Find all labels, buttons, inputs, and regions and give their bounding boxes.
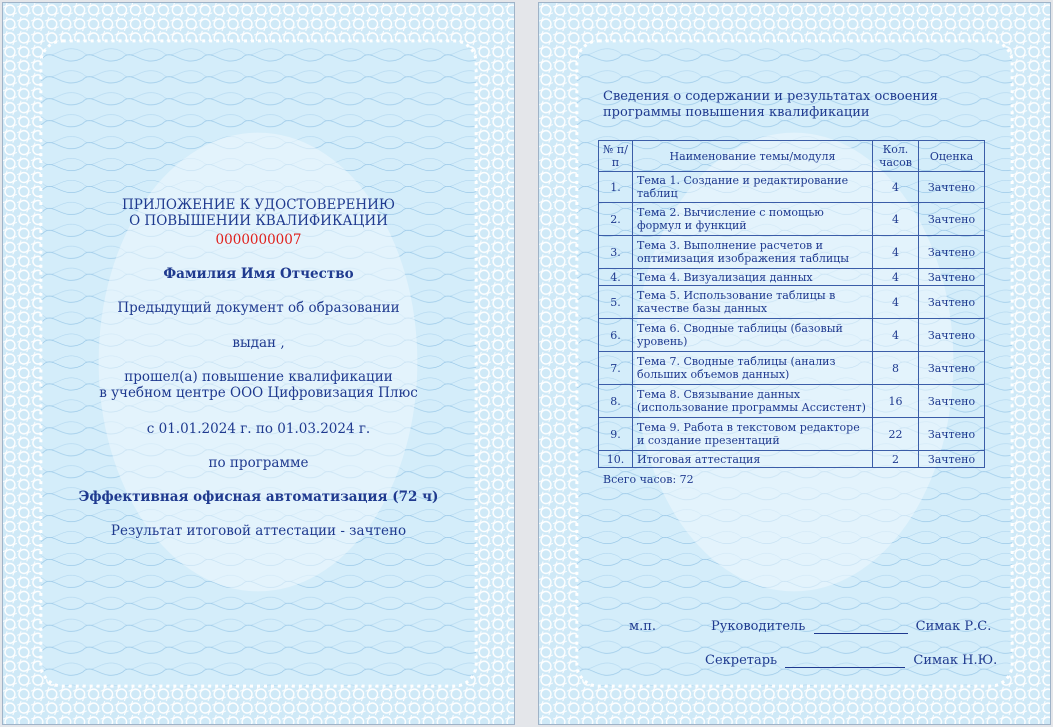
stamp-place: м.п. <box>629 619 657 634</box>
row-hours: 4 <box>873 286 919 319</box>
row-hours: 8 <box>873 352 919 385</box>
row-topic: Тема 9. Работа в текстовом редакторе и создание презентаций <box>633 418 873 451</box>
row-topic: Тема 1. Создание и редактирование таблиц <box>633 172 873 203</box>
table-row <box>599 418 985 451</box>
row-topic: Тема 2. Вычисление с помощью формул и функций <box>633 203 873 236</box>
secretary-name: Симак Н.Ю. <box>913 653 998 668</box>
row-topic: Тема 7. Сводные таблицы (анализ больших объемов данных) <box>633 352 873 385</box>
secretary-label: Секретарь <box>705 653 778 668</box>
program-name: Эффективная офисная автоматизация (72 ч) <box>78 489 439 505</box>
row-num: 9. <box>599 418 633 451</box>
passed-line2: в учебном центре ООО Цифровизация Плюс <box>99 385 418 401</box>
content-section-title <box>603 89 1023 121</box>
row-topic: Итоговая аттестация <box>633 451 873 468</box>
row-num: 3. <box>599 236 633 269</box>
content-title-line2: программы повышения квалификации <box>603 105 870 120</box>
header-grade: Оценка <box>919 141 985 172</box>
director-signature-block <box>711 619 991 634</box>
row-topic: Тема 5. Использование таблицы в качестве базы данных <box>633 286 873 319</box>
certificate-appendix-back-page <box>538 2 1051 725</box>
row-topic: Тема 8. Связывание данных (использование программы Ассистент) <box>633 385 873 418</box>
row-hours: 4 <box>873 319 919 352</box>
table-row <box>599 352 985 385</box>
certificate-appendix-front-page <box>2 2 515 725</box>
by-program-label: по программе <box>208 455 309 471</box>
table-row <box>599 319 985 352</box>
passed-line1: прошел(а) повышение квалификации <box>124 369 393 385</box>
table-row <box>599 451 985 468</box>
row-grade: Зачтено <box>919 172 985 203</box>
appendix-title-line1: ПРИЛОЖЕНИЕ К УДОСТОВЕРЕНИЮ <box>122 197 395 213</box>
row-hours: 2 <box>873 451 919 468</box>
secretary-signature-line <box>785 655 905 668</box>
director-label: Руководитель <box>711 619 806 634</box>
row-grade: Зачтено <box>919 269 985 286</box>
row-grade: Зачтено <box>919 451 985 468</box>
table-header-row <box>599 141 985 172</box>
row-grade: Зачтено <box>919 352 985 385</box>
row-grade: Зачтено <box>919 286 985 319</box>
row-hours: 4 <box>873 172 919 203</box>
row-num: 6. <box>599 319 633 352</box>
row-hours: 4 <box>873 203 919 236</box>
header-num: № п/п <box>599 141 633 172</box>
row-num: 7. <box>599 352 633 385</box>
row-grade: Зачтено <box>919 236 985 269</box>
row-topic: Тема 4. Визуализация данных <box>633 269 873 286</box>
row-hours: 4 <box>873 269 919 286</box>
training-dates: с 01.01.2024 г. по 01.03.2024 г. <box>146 421 371 437</box>
row-hours: 22 <box>873 418 919 451</box>
attestation-result: Результат итоговой аттестации - зачтено <box>110 523 407 539</box>
program-topics-table <box>598 140 985 468</box>
row-hours: 16 <box>873 385 919 418</box>
row-grade: Зачтено <box>919 203 985 236</box>
row-num: 4. <box>599 269 633 286</box>
table-row <box>599 385 985 418</box>
header-hours: Кол. часов <box>873 141 919 172</box>
row-num: 1. <box>599 172 633 203</box>
row-num: 8. <box>599 385 633 418</box>
row-num: 10. <box>599 451 633 468</box>
director-name: Симак Р.С. <box>915 619 992 634</box>
table-row <box>599 286 985 319</box>
row-grade: Зачтено <box>919 418 985 451</box>
header-topic-name: Наименование темы/модуля <box>633 141 873 172</box>
director-signature-line <box>814 621 908 634</box>
table-row <box>599 269 985 286</box>
issued-text: выдан , <box>232 335 285 351</box>
row-grade: Зачтено <box>919 385 985 418</box>
row-topic: Тема 6. Сводные таблицы (базовый уровень) <box>633 319 873 352</box>
row-topic: Тема 3. Выполнение расчетов и оптимизация изображения таблицы <box>633 236 873 269</box>
previous-document: Предыдущий документ об образовании <box>117 300 400 316</box>
row-grade: Зачтено <box>919 319 985 352</box>
appendix-title-line2: О ПОВЫШЕНИИ КВАЛИФИКАЦИИ <box>129 213 388 229</box>
secretary-signature-block <box>705 653 997 668</box>
total-hours: Всего часов: 72 <box>603 473 694 486</box>
content-title-line1: Сведения о содержании и результатах освоения <box>603 89 938 104</box>
table-row <box>599 236 985 269</box>
row-num: 5. <box>599 286 633 319</box>
table-row <box>599 203 985 236</box>
row-hours: 4 <box>873 236 919 269</box>
full-name: Фамилия Имя Отчество <box>163 266 354 282</box>
row-num: 2. <box>599 203 633 236</box>
table-row <box>599 172 985 203</box>
certificate-number: 0000000007 <box>215 232 302 248</box>
